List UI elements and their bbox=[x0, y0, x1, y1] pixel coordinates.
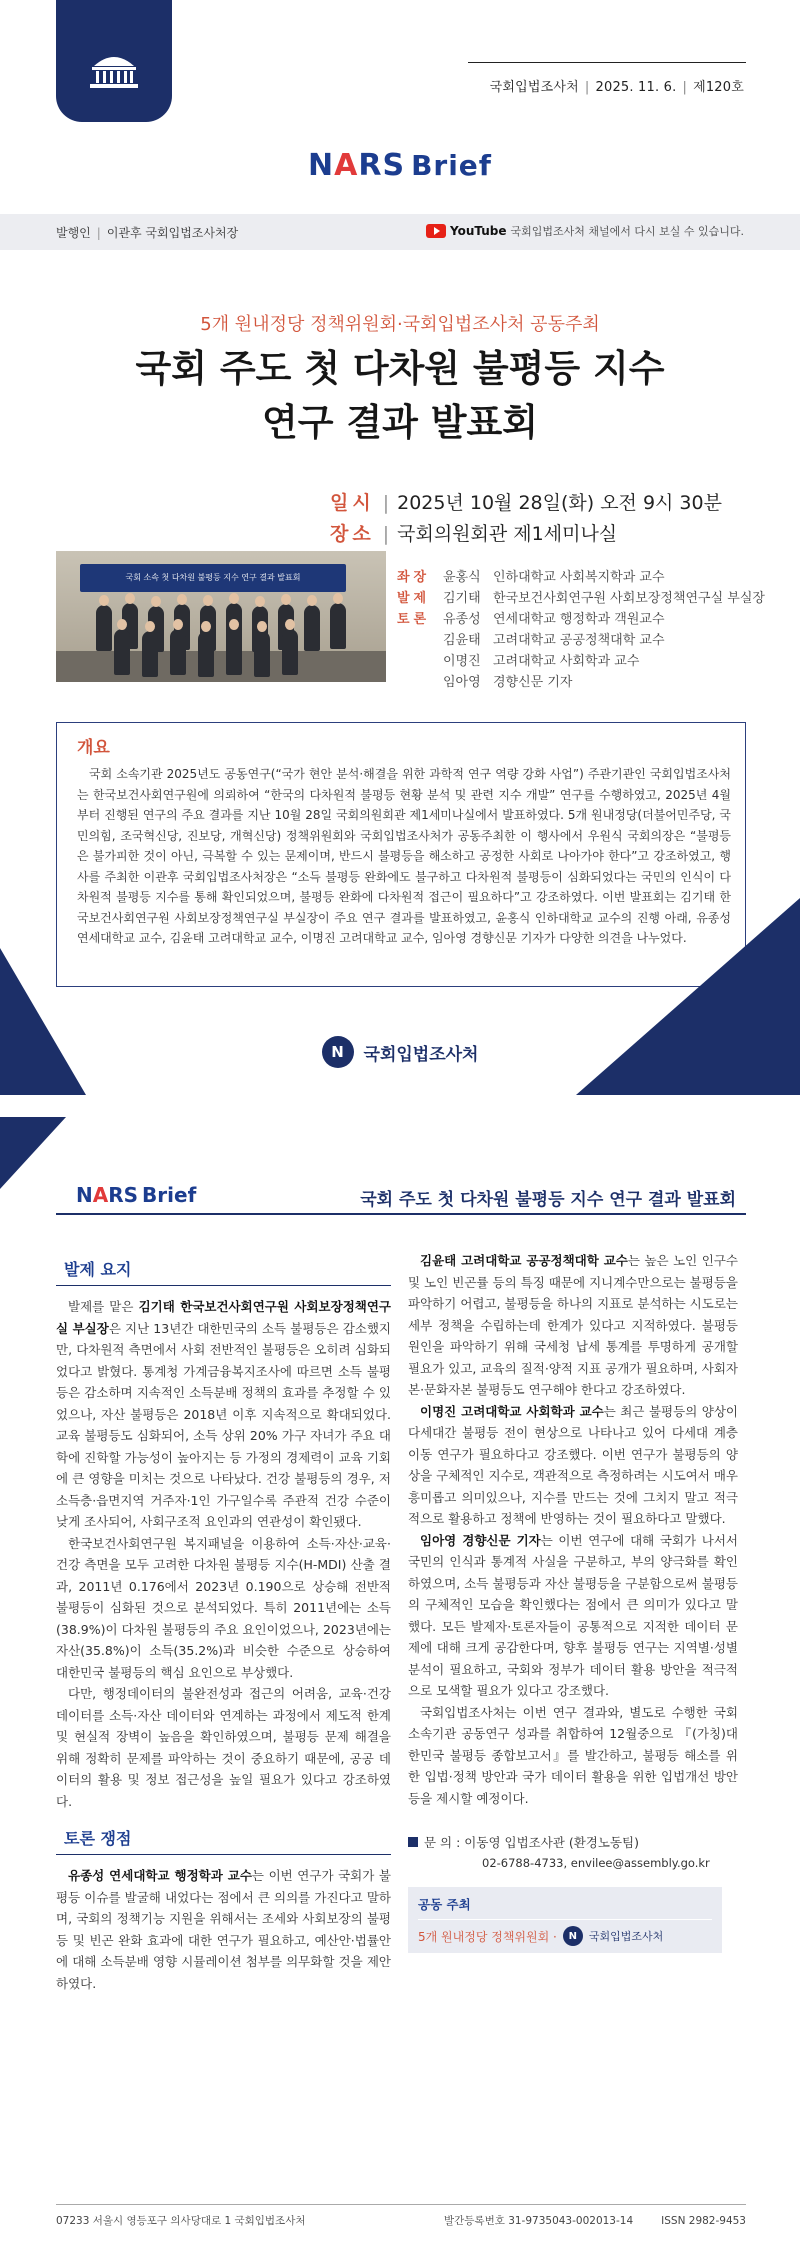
discussion-paragraph-4: 임아영 경향신문 기자는 이번 연구에 대해 국회가 나서서 국민의 인식과 통계적 사실을 구분하고, 부의 양극화를 확인하였으며, 소득 불평등과 자산 불평등을 구분함으로써 불평등의 구체적인 모습을 확인했다는 점에서 큰 의미가 있다고 말했다. 모든 발제자·토론자들이 공통적으로 지적한 데이터 문제에 대해 크게 공감한다며, 향후 불평등 연구는 지역별·성별 분석이 필요하고, 국회와 정부가 데이터 활용 방안을 적극적으로 모색할 필요가 있다고 강조했다. bbox=[408, 1532, 738, 1698]
page2-footer bbox=[56, 2204, 746, 2228]
participant-role bbox=[397, 651, 443, 672]
contact-name: 이동영 입법조사관 (환경노동팀) bbox=[464, 1835, 639, 1850]
photo-person bbox=[198, 631, 214, 677]
footer-registration: 발간등록번호 31-9735043-002013-14 bbox=[444, 2215, 634, 2227]
photo-person bbox=[254, 631, 270, 677]
page-back bbox=[0, 1117, 800, 2244]
photo-person-head bbox=[177, 594, 187, 605]
presentation-heading: 발제 요지 bbox=[56, 1257, 391, 1286]
footer-org-name: 국회입법조사처 bbox=[363, 1044, 479, 1065]
issue-date: 2025. 11. 6. bbox=[595, 80, 677, 95]
participant-role bbox=[397, 630, 443, 651]
participant-role bbox=[397, 672, 443, 693]
photo-person-head bbox=[125, 593, 135, 604]
left-column bbox=[56, 1257, 391, 1994]
participant-aff: 고려대학교 공공정책대학 교수 bbox=[493, 633, 665, 648]
event-datetime: 2025년 10월 28일(화) 오전 9시 30분 bbox=[397, 492, 722, 514]
participant-aff: 고려대학교 사회학과 교수 bbox=[493, 654, 640, 669]
footer-issn: ISSN 2982-9453 bbox=[661, 2215, 746, 2227]
photo-person bbox=[330, 603, 346, 649]
event-subtitle: 5개 원내정당 정책위원회·국회입법조사처 공동주최 bbox=[200, 314, 600, 335]
photo-person bbox=[142, 631, 158, 677]
participant-role: 발제 bbox=[397, 591, 431, 606]
youtube-play-icon bbox=[426, 224, 446, 238]
photo-person bbox=[282, 629, 298, 675]
photo-person-head bbox=[229, 593, 239, 604]
closing-paragraph: 국회입법조사처는 이번 연구 결과와, 별도로 수행한 국회 소속기관 공동연구 성과를 취합하여 12월중으로 『(가칭)대한민국 불평등 종합보고서』를 발간하고, 불평등 해소를 위한 입법·정책 방안과 국가 데이터 활용을 위한 입법개선 방안 등을 제시할 예정이다. bbox=[408, 1704, 738, 1806]
participant-row bbox=[397, 630, 765, 651]
participant-name: 임아영 bbox=[443, 675, 481, 690]
photo-person bbox=[170, 629, 186, 675]
nars-emblem-icon: N bbox=[322, 1036, 354, 1068]
participant-row bbox=[397, 588, 765, 609]
summary-text: 국회 소속기관 2025년도 공동연구(“국가 현안 분석·해결을 위한 과학적 연구 역량 강화 사업”) 주관기관인 국회입법조사처는 한국보건사회연구원에 의뢰하여 “한국의 다차원적 불평등 현황 분석 및 관련 지수 개발” 연구를 수행하였고, 2025년 4월부터 진행된 연구의 주요 결과를 지난 10월 28일 국회의원회관 제1세미나실에서 발표하였다. 5개 원내정당(더불어민주당, 국민의힘, 조국혁신당, 진보당, 개혁신당) 정책위원회와 국회입법조사처가 공동주최한 이 행사에서 우원식 국회의장은 “불평등은 불가피한 것이 아닌, 극복할 수 있는 문제이며, 반드시 불평등을 해소하고 공정한 사회로 나아가야 한다”고 강조하였고, 행사를 주최한 이관후 국회입법조사처장은 “소득 불평등 완화에도 불구하고 다차원적 불평등이 심화되었다는 국민의 인식이 다차원적 불평등 지수를 통해 확인되었으며, 불평등 완화에 다차원적 접근이 필요하다”고 강조하였다. 이번 발표회는 김기태 한국보건사회연구원 사회보장정책연구실 부실장이 주요 연구 결과를 발표하였고, 윤홍식 인하대학교 교수의 진행 아래, 유종성 연세대학교 교수, 김윤태 고려대학교 교수, 이명진 고려대학교 교수, 임아영 경향신문 기자가 다양한 의견을 나누었다. bbox=[77, 767, 731, 945]
contact-detail[interactable]: 02-6788-4733, envilee@assembly.go.kr bbox=[482, 1856, 710, 1870]
event-photo bbox=[56, 551, 386, 682]
participant-name: 이명진 bbox=[443, 654, 481, 669]
event-title: 국회 주도 첫 다차원 불평등 지수 연구 결과 발표회 bbox=[135, 347, 665, 444]
issue-meta: 국회입법조사처 | 2025. 11. 6. | 제120호 bbox=[489, 80, 744, 95]
page-gap bbox=[0, 1095, 800, 1117]
photo-person-head bbox=[145, 621, 155, 632]
contact-info: 문 의 : 이동영 입법조사관 (환경노동팀) 02-6788-4733, envilee@assembly.go.kr bbox=[408, 1833, 738, 1873]
participant-name: 윤홍식 bbox=[443, 570, 481, 585]
assembly-building-icon bbox=[87, 50, 141, 90]
photo-person-head bbox=[173, 619, 183, 630]
participant-row bbox=[397, 651, 765, 672]
header-rule bbox=[468, 62, 746, 63]
event-when-where: 일시 | 2025년 10월 28일(화) 오전 9시 30분 장소 | 국회의원회관 제1세미나실 bbox=[330, 492, 722, 545]
sponsor-heading: 공동 주최 bbox=[418, 1895, 712, 1920]
discussion-heading: 토론 쟁점 bbox=[56, 1826, 391, 1855]
participant-row bbox=[397, 672, 765, 693]
summary-heading: 개요 bbox=[77, 738, 110, 758]
event-venue: 국회의원회관 제1세미나실 bbox=[397, 523, 618, 545]
participant-aff: 인하대학교 사회복지학과 교수 bbox=[493, 570, 665, 585]
participant-role: 토론 bbox=[397, 612, 431, 627]
youtube-notice[interactable] bbox=[426, 223, 744, 239]
presentation-paragraph-3: 다만, 행정데이터의 불완전성과 접근의 어려움, 교육·건강 데이터를 소득·자산 데이터와 연계하는 과정에서 제도적 한계 및 현실적 장벽이 높음을 확인하였으며, 불평등 문제 해결을 위해 정확히 문제를 파악하는 것이 중요하기 때문에, 공공 데이터의 활용 및 정보 접근성을 높일 필요가 있다고 강조하였다. bbox=[56, 1686, 391, 1809]
issued-by: 발행인 | 이관후 국회입법조사처장 bbox=[56, 226, 239, 240]
photo-banner: 국회 소속 첫 다차원 불평등 지수 연구 결과 발표회 bbox=[80, 564, 346, 592]
discussion-paragraph-2: 김윤태 고려대학교 공공정책대학 교수는 높은 노인 인구수 및 노인 빈곤률 등의 특징 때문에 지니계수만으로는 불평등을 파악하기 어렵고, 불평등을 하나의 지표로 분석하는 시도로는 세부 정책을 수립하는데 한계가 있다고 지적하였다. 불평등 원인을 파악하기 위해 국세청 납세 통계를 투명하게 공개할 필요가 있고, 교육의 질적·양적 지표 공개가 필요하며, 사회자본·문화자본 불평등도 연구해야 한다고 강조하였다. bbox=[408, 1253, 738, 1397]
page-front bbox=[0, 0, 800, 1095]
photo-person-head bbox=[151, 596, 161, 607]
page2-title: 국회 주도 첫 다차원 불평등 지수 연구 결과 발표회 bbox=[360, 1190, 736, 1210]
bullet-square-icon bbox=[408, 1837, 418, 1847]
photo-person bbox=[114, 629, 130, 675]
participant-row bbox=[397, 567, 765, 588]
publisher-name: 국회입법조사처 bbox=[489, 80, 579, 95]
participant-role: 좌장 bbox=[397, 570, 431, 585]
photo-person-head bbox=[281, 594, 291, 605]
nars-brief-logo: NARS Brief bbox=[308, 148, 492, 183]
photo-person-head bbox=[99, 595, 109, 606]
photo-person bbox=[304, 605, 320, 651]
photo-person-head bbox=[255, 596, 265, 607]
where-label: 장소 bbox=[330, 523, 375, 545]
issue-number: 제120호 bbox=[693, 80, 744, 95]
nars-brief-small-logo: NARS Brief bbox=[76, 1183, 197, 1207]
sponsor-value: 5개 원내정당 정책위원회 · N 국회입법조사처 bbox=[418, 1926, 712, 1946]
participant-name: 김기태 bbox=[443, 591, 481, 606]
when-label: 일시 bbox=[330, 492, 375, 514]
photo-person bbox=[226, 629, 242, 675]
photo-person-head bbox=[257, 621, 267, 632]
corner-decor-left bbox=[0, 948, 86, 1095]
footer-address: 07233 서울시 영등포구 의사당대로 1 국회입법조사처 bbox=[56, 2215, 306, 2227]
photo-person-head bbox=[117, 619, 127, 630]
discussion-paragraph-3: 이명진 고려대학교 사회학과 교수는 최근 불평등의 양상이 다세대간 불평등 전이 현상으로 나타나고 있어 다세대 계층 이동 연구가 필요하다고 강조했다. 이번 연구가 불평등의 양상을 구체적인 지수로, 객관적으로 측정하려는 시도여서 매우 흥미롭고 의미있으나, 지수를 만드는 것에 그치지 말고 적극적으로 활용하고 정책에 반영하는 것이 필요하다고 말했다. bbox=[408, 1403, 738, 1526]
assembly-logo bbox=[56, 0, 172, 122]
participant-row bbox=[397, 609, 765, 630]
photo-person-head bbox=[229, 619, 239, 630]
publisher-band bbox=[0, 214, 800, 250]
page2-header bbox=[56, 1179, 746, 1215]
youtube-label: YouTube bbox=[449, 224, 507, 238]
participant-aff: 경향신문 기자 bbox=[493, 675, 573, 690]
photo-person bbox=[96, 605, 112, 651]
discussion-paragraph-1: 유종성 연세대학교 행정학과 교수는 이번 연구가 국회가 불평등 이슈를 발굴해 내었다는 점에서 큰 의의를 가진다고 말하며, 국회의 정책기능 지원을 위해서는 조세와 사회보장의 불평등 및 빈곤 완화 효과에 대한 연구가 필요하고, 예산안·법률안에 대해 소득분배 영향 시뮬레이션 첨부를 의무화할 것을 제안하였다. bbox=[56, 1868, 391, 1991]
footer-org-logo bbox=[0, 1036, 800, 1068]
presentation-paragraph-2: 한국보건사회연구원 복지패널을 이용하여 소득·자산·교육·건강 측면을 모두 고려한 다차원 불평등 지수(H-MDI) 산출 결과, 2011년 0.176에서 2023년 0.190으로 상승해 전반적 불평등이 심화된 것으로 분석되었다. 특히 2011년에는 소득(38.9%)이 다차원 불평등의 주요 요인이었으나, 2023년에는 자산(35.8%)이 소득(35.2%)과 비슷한 수준으로 상승하여 대한민국 불평등의 핵심 요인으로 부상했다. bbox=[56, 1535, 391, 1680]
photo-person-head bbox=[285, 619, 295, 630]
youtube-note: 국회입법조사처 채널에서 다시 보실 수 있습니다. bbox=[510, 225, 744, 238]
photo-person-head bbox=[333, 593, 343, 604]
participant-name: 김윤태 bbox=[443, 633, 481, 648]
right-column bbox=[408, 1250, 738, 1953]
photo-person-head bbox=[203, 595, 213, 606]
participants-list bbox=[397, 567, 765, 693]
participant-aff: 한국보건사회연구원 사회보장정책연구실 부실장 bbox=[493, 591, 765, 606]
participant-aff: 연세대학교 행정학과 객원교수 bbox=[493, 612, 665, 627]
nars-emblem-small-icon: N bbox=[563, 1926, 583, 1946]
sponsor-box bbox=[408, 1887, 722, 1953]
participant-name: 유종성 bbox=[443, 612, 481, 627]
presentation-paragraph-1: 발제를 맡은 김기태 한국보건사회연구원 사회보장정책연구실 부실장은 지난 13년간 대한민국의 소득 불평등은 감소했지만, 다차원적 측면에서 사회 전반적인 불평등은 오히려 심화되었다고 밝혔다. 통계청 가계금융복지조사에 따르면 소득 불평등은 감소하며 지속적인 소득분배 정책의 효과를 추정할 수 있었으나, 자산 불평등은 2018년 이후 지속적으로 확대되었다. 교육 불평등도 심화되어, 소득 상위 20% 가구 자녀가 주요 대학에 진학할 가능성이 높아지는 등 가정의 경제력이 교육 기회에 큰 영향을 미치는 것으로 나타났다. 건강 불평등의 경우, 저소득층·읍면지역 거주자·1인 가구일수록 주관적 건강 수준이 낮게 조사되어, 사회구조적 요인과의 연관성이 확인됐다. bbox=[56, 1299, 391, 1529]
photo-person-head bbox=[307, 595, 317, 606]
photo-person-head bbox=[201, 621, 211, 632]
